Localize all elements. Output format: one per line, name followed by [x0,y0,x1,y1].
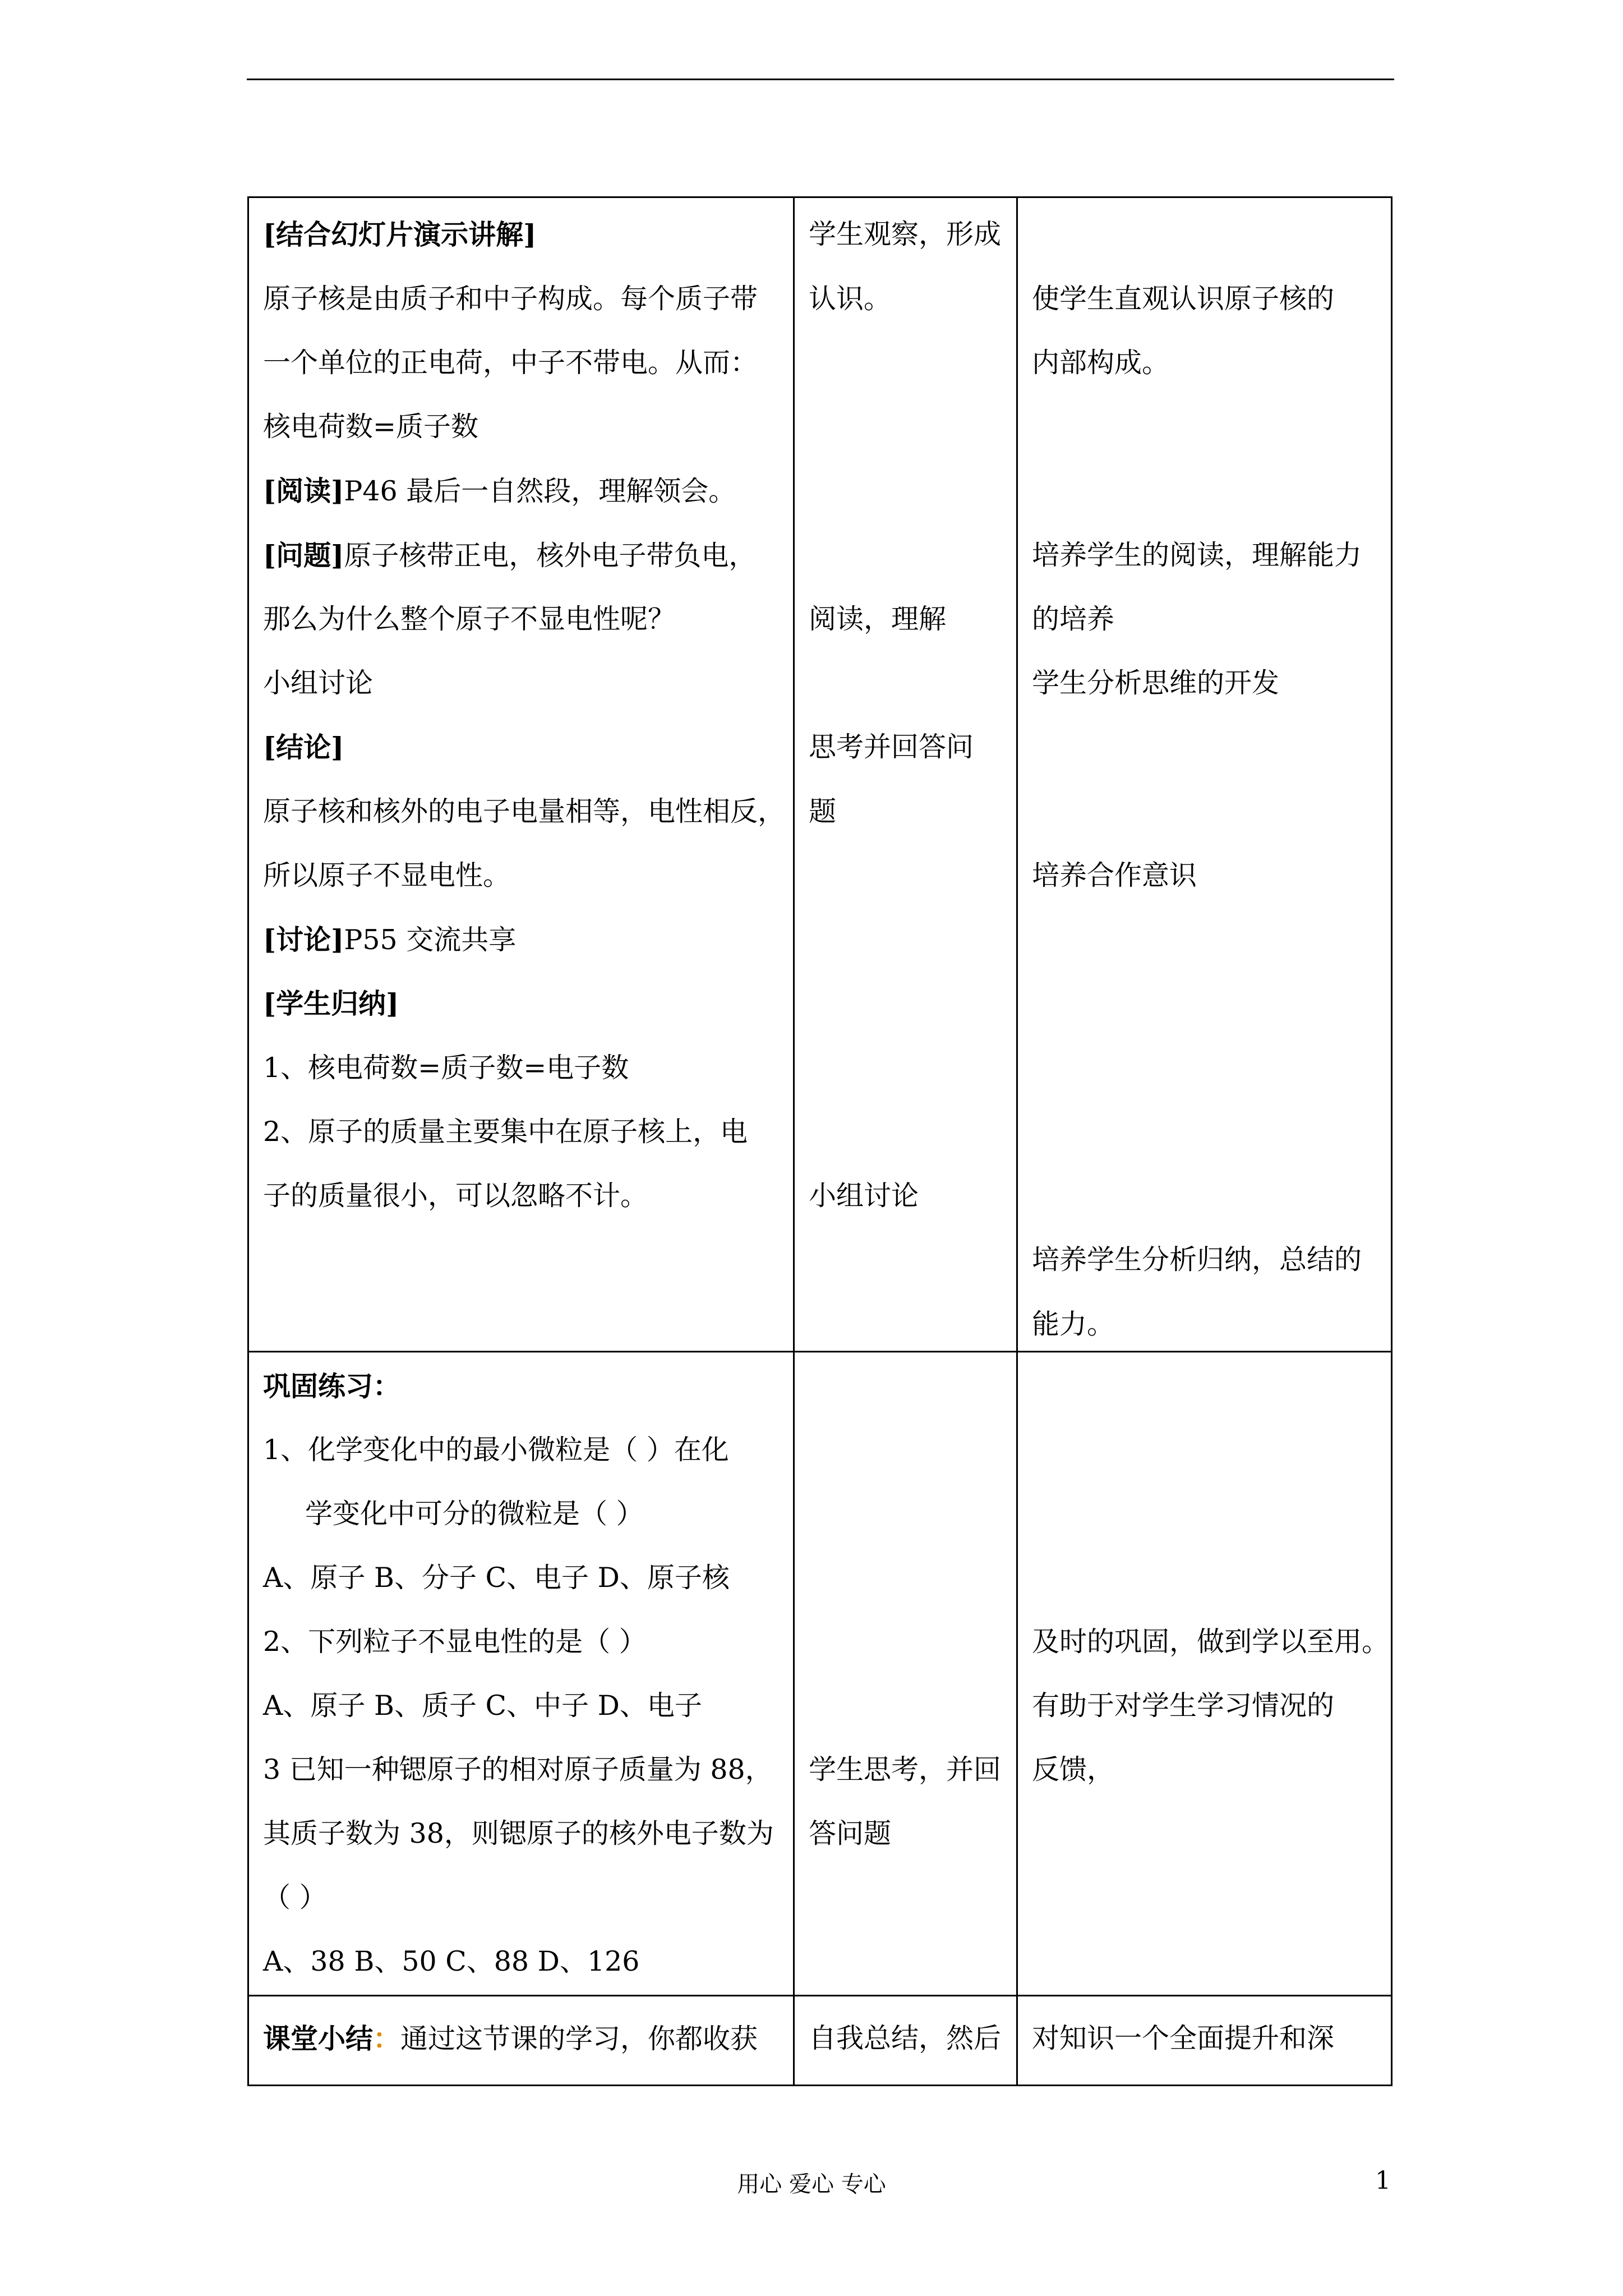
intent-line: 有助于对学生学习情况的 [1032,1690,1335,1722]
activity-line: 自我总结，然后 [809,2022,1002,2054]
activity-line: 思考并回答问 [809,731,974,763]
content-line: P55 交流共享 [344,924,517,956]
content-line: 核电荷数=质子数 [263,411,479,443]
content-line: 小组讨论 [263,667,374,699]
activity-line: 阅读，理解 [809,603,947,635]
table-row [248,197,1392,1352]
summary-cell [248,1996,794,2086]
intent-line: 反馈， [1032,1754,1115,1786]
content-line: 2、原子的质量主要集中在原子核上，电 [263,1116,748,1148]
content-line: 一个单位的正电荷，中子不带电。从而： [263,347,758,379]
summary-text: 通过这节课的学习，你都收获 [400,2023,758,2055]
exercise-line: 2、下列粒子不显电性的是（ ） [263,1626,647,1658]
intent-line: 培养合作意识 [1032,859,1197,891]
summary-label-colon: ： [373,2022,401,2055]
table-row [248,1352,1392,1996]
intent-line: 的培养 [1032,603,1115,635]
lesson-plan-table [247,196,1393,2086]
intent-line: 内部构成。 [1032,347,1170,379]
intent-line: 对知识一个全面提升和深 [1032,2022,1335,2054]
design-intent-cell [1017,1996,1392,2086]
content-line: 原子核带正电，核外电子带负电， [344,540,757,572]
table-row [248,1996,1392,2086]
student-activity-cell [794,1996,1017,2086]
content-line: 1、核电荷数=质子数=电子数 [263,1052,629,1084]
summary-label: 课堂小结 [263,2022,374,2055]
content-line: P46 最后一自然段，理解领会。 [344,475,736,507]
intent-line: 培养学生的阅读，理解能力 [1032,539,1362,571]
exercise-line: 1、化学变化中的最小微粒是（ ）在化 [263,1434,729,1466]
activity-line: 学生观察，形成 [809,218,1002,250]
exercise-line: （ ） [263,1881,327,1913]
page-footer: 用心 爱心 专心 [737,2171,886,2197]
section-label: [问题] [263,539,344,572]
activity-line: 学生思考，并回 [809,1754,1002,1786]
exercise-line: A、原子 B、分子 C、电子 D、原子核 [263,1562,730,1594]
intent-line: 能力。 [1032,1308,1115,1340]
section-label: [结论] [263,731,344,763]
section-label: [学生归纳] [263,987,399,1020]
exercise-line: 其质子数为 38，则锶原子的核外电子数为 [263,1818,774,1849]
intent-line: 使学生直观认识原子核的 [1032,283,1335,315]
activity-line: 小组讨论 [809,1180,919,1212]
intent-line: 及时的巩固，做到学以至用。 [1032,1626,1390,1658]
intent-line: 学生分析思维的开发 [1032,667,1280,699]
content-line: 所以原子不显电性。 [263,859,511,891]
content-line: 原子核和核外的电子电量相等，电性相反， [263,795,786,827]
teaching-content-cell [248,197,794,1352]
exercise-line: 3 已知一种锶原子的相对原子质量为 88， [263,1754,773,1786]
activity-line: 题 [809,795,837,827]
content-line: 子的质量很小，可以忽略不计。 [263,1180,648,1212]
section-label: [讨论] [263,923,344,956]
design-intent-cell [1017,197,1392,1352]
header-rule [247,79,1394,80]
section-label: [阅读] [263,475,344,507]
section-label: [结合幻灯片演示讲解] [263,218,537,251]
activity-line: 认识。 [809,283,892,315]
exercise-cell [248,1352,794,1996]
content-line: 那么为什么整个原子不显电性呢？ [263,603,676,635]
content-line: 原子核是由质子和中子构成。每个质子带 [263,283,758,315]
student-activity-cell [794,1352,1017,1996]
design-intent-cell [1017,1352,1392,1996]
student-activity-cell [794,197,1017,1352]
exercise-line: A、原子 B、质子 C、中子 D、电子 [263,1690,702,1722]
exercise-line: A、38 B、50 C、88 D、126 [263,1945,640,1977]
activity-line: 答问题 [809,1818,892,1849]
page-number: 1 [1375,2166,1391,2195]
intent-line: 培养学生分析归纳，总结的 [1032,1244,1362,1276]
exercise-line: 学变化中可分的微粒是（ ） [305,1498,644,1530]
exercise-heading: 巩固练习： [263,1370,401,1402]
